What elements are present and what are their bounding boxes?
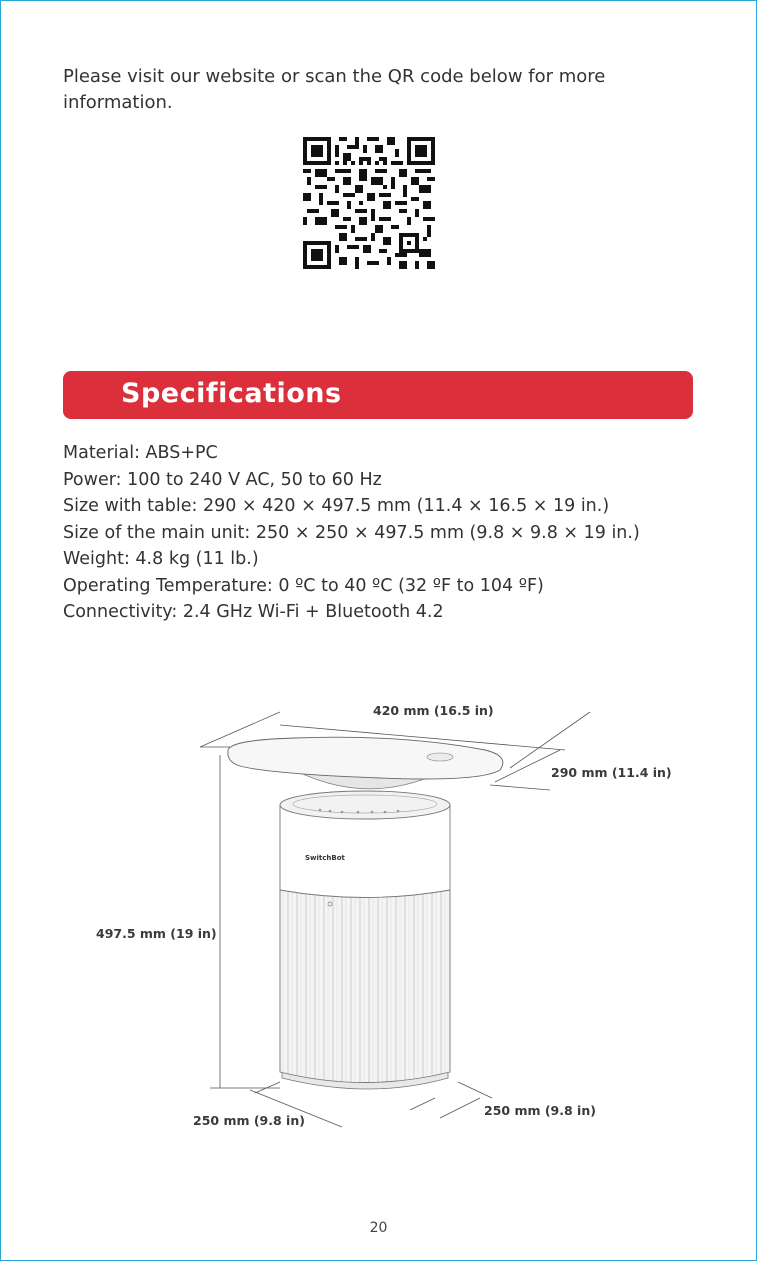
- spec-weight: Weight: 4.8 kg (11 lb.): [63, 549, 259, 569]
- page-number: 20: [369, 1220, 388, 1236]
- dim-table-depth: 290 mm (11.4 in): [551, 765, 672, 780]
- spec-size-main-unit: Size of the main unit: 250 × 250 × 497.5 mm (9.8 × 9.8 × 19 in.): [63, 522, 640, 543]
- dim-base-left: 250 mm (9.8 in): [193, 1113, 305, 1128]
- spec-operating-temperature: Operating Temperature: 0 ºC to 40 ºC (32 ºF to 104 ºF): [63, 575, 544, 596]
- spec-material: Material: ABS+PC: [63, 443, 218, 463]
- qr-code: [303, 137, 435, 269]
- dim-height: 497.5 mm (19 in): [96, 926, 217, 941]
- section-banner: [63, 371, 693, 419]
- spec-size-with-table: Size with table: 290 × 420 × 497.5 mm (11.4 × 16.5 × 19 in.): [63, 496, 610, 516]
- dim-table-width: 420 mm (16.5 in): [373, 703, 494, 718]
- spec-power: Power: 100 to 240 V AC, 50 to 60 Hz: [63, 469, 382, 490]
- intro-text: Please visit our website or scan the QR code below for more information.: [63, 66, 606, 113]
- spec-connectivity: Connectivity: 2.4 GHz Wi-Fi + Bluetooth 4.2: [63, 602, 444, 622]
- spec-list: [63, 440, 713, 626]
- dim-base-right: 250 mm (9.8 in): [484, 1103, 596, 1118]
- brand-label: SwitchBot: [305, 854, 345, 862]
- section-title: Specifications: [121, 378, 342, 409]
- product-diagram: [80, 690, 680, 1140]
